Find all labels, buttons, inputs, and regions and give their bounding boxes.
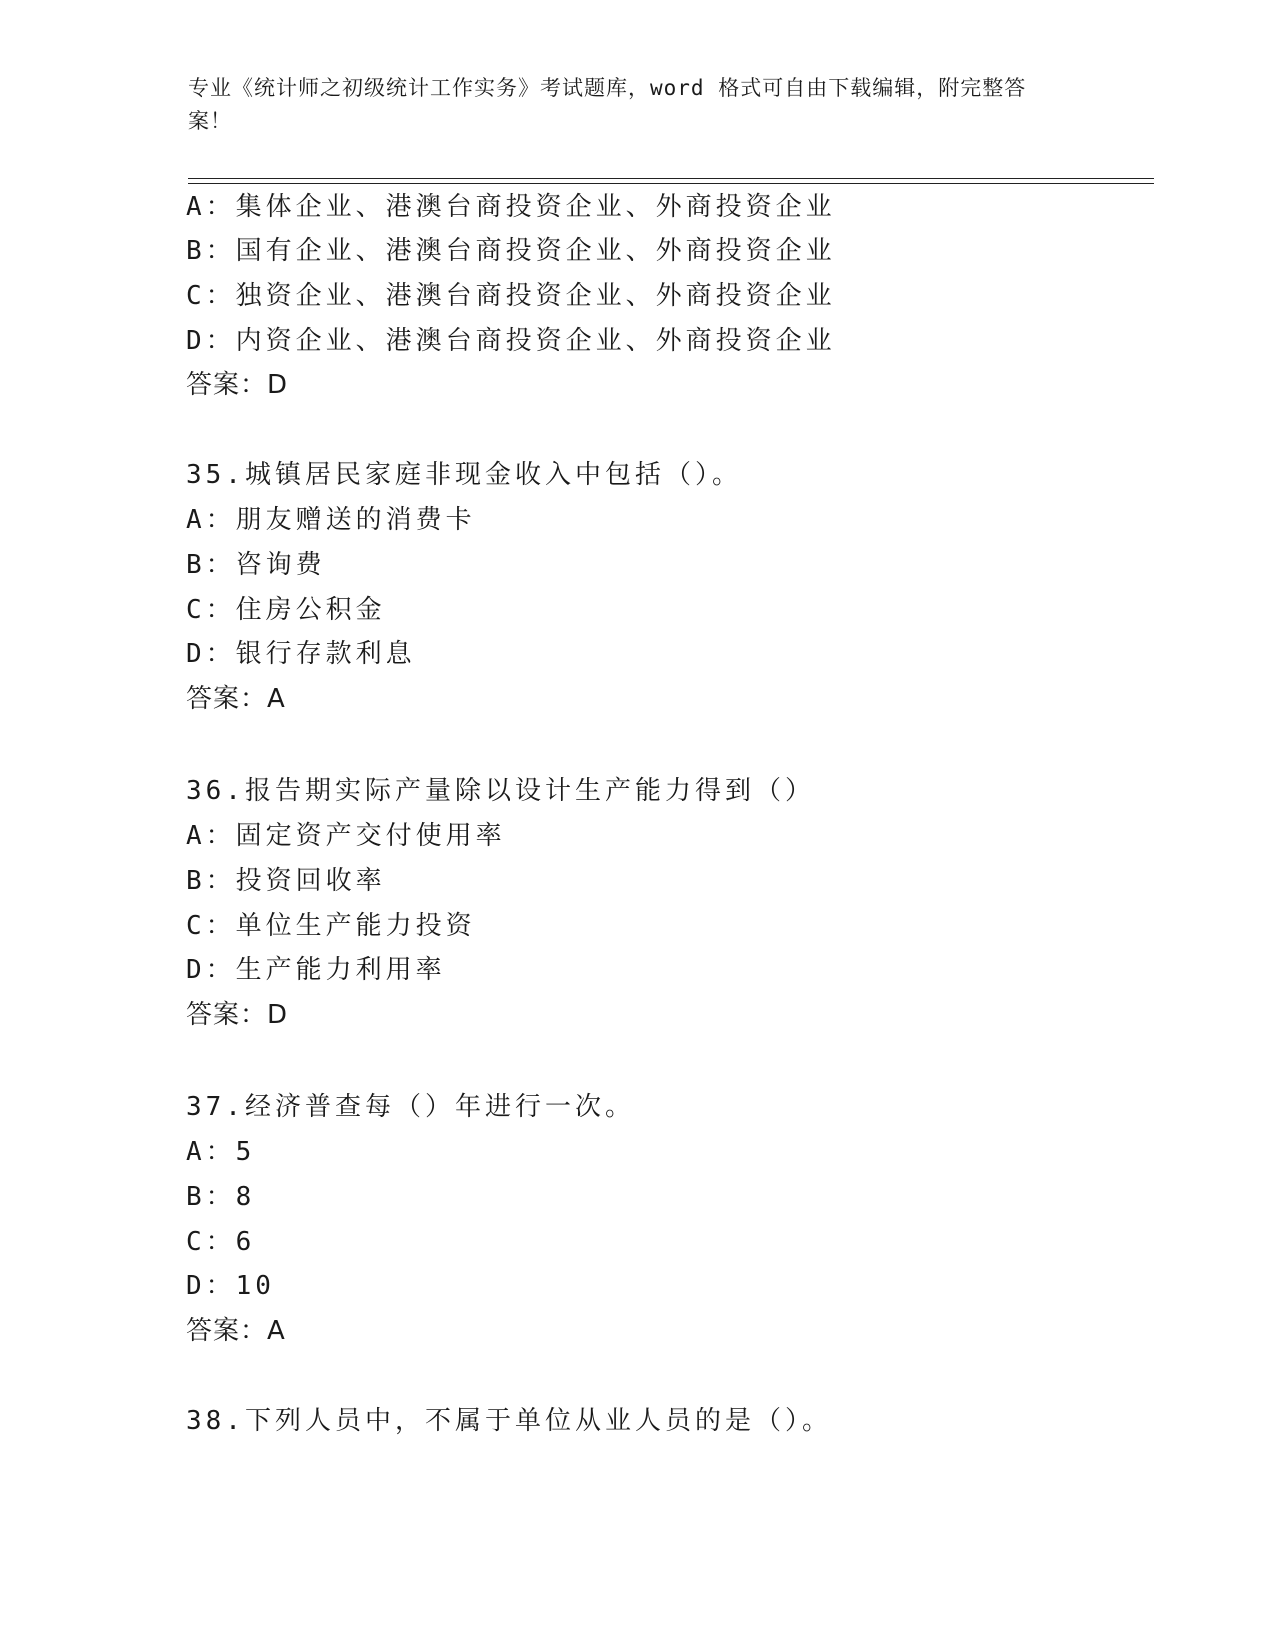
q35-option-b: B：咨询费 [186,550,326,580]
q34-option-a: A：集体企业、港澳台商投资企业、外商投资企业 [186,192,836,222]
q36-question: 36.报告期实际产量除以设计生产能力得到（） [186,776,815,806]
document-header: 专业《统计师之初级统计工作实务》考试题库，word 格式可自由下载编辑，附完整答案！ [188,76,1027,133]
q37-question: 37.经济普查每（）年进行一次。 [186,1092,635,1122]
q38-question: 38.下列人员中，不属于单位从业人员的是（）。 [186,1406,832,1436]
q35-option-d: D：银行存款利息 [186,639,416,669]
q36-option-d: D：生产能力利用率 [186,955,446,985]
q37-option-b: B：8 [186,1182,256,1212]
q35-option-a: A：朋友赠送的消费卡 [186,505,476,535]
q36-option-a: A：固定资产交付使用率 [186,821,506,851]
q35-answer: 答案：A [186,684,286,714]
q36-answer: 答案：D [186,1000,289,1030]
q35-question: 35.城镇居民家庭非现金收入中包括（）。 [186,460,742,490]
q34-option-c: C：独资企业、港澳台商投资企业、外商投资企业 [186,281,836,311]
q37-option-d: D：10 [186,1271,275,1301]
q34-option-d: D：内资企业、港澳台商投资企业、外商投资企业 [186,326,836,356]
q37-option-c: C：6 [186,1227,256,1257]
q37-answer: 答案：A [186,1316,286,1346]
q36-option-c: C：单位生产能力投资 [186,911,476,941]
q34-answer: 答案：D [186,370,289,400]
header-divider-top [188,178,1154,179]
header-divider-bottom [188,183,1154,184]
q35-option-c: C：住房公积金 [186,595,386,625]
q37-option-a: A：5 [186,1137,256,1167]
q36-option-b: B：投资回收率 [186,866,386,896]
q34-option-b: B：国有企业、港澳台商投资企业、外商投资企业 [186,236,836,266]
